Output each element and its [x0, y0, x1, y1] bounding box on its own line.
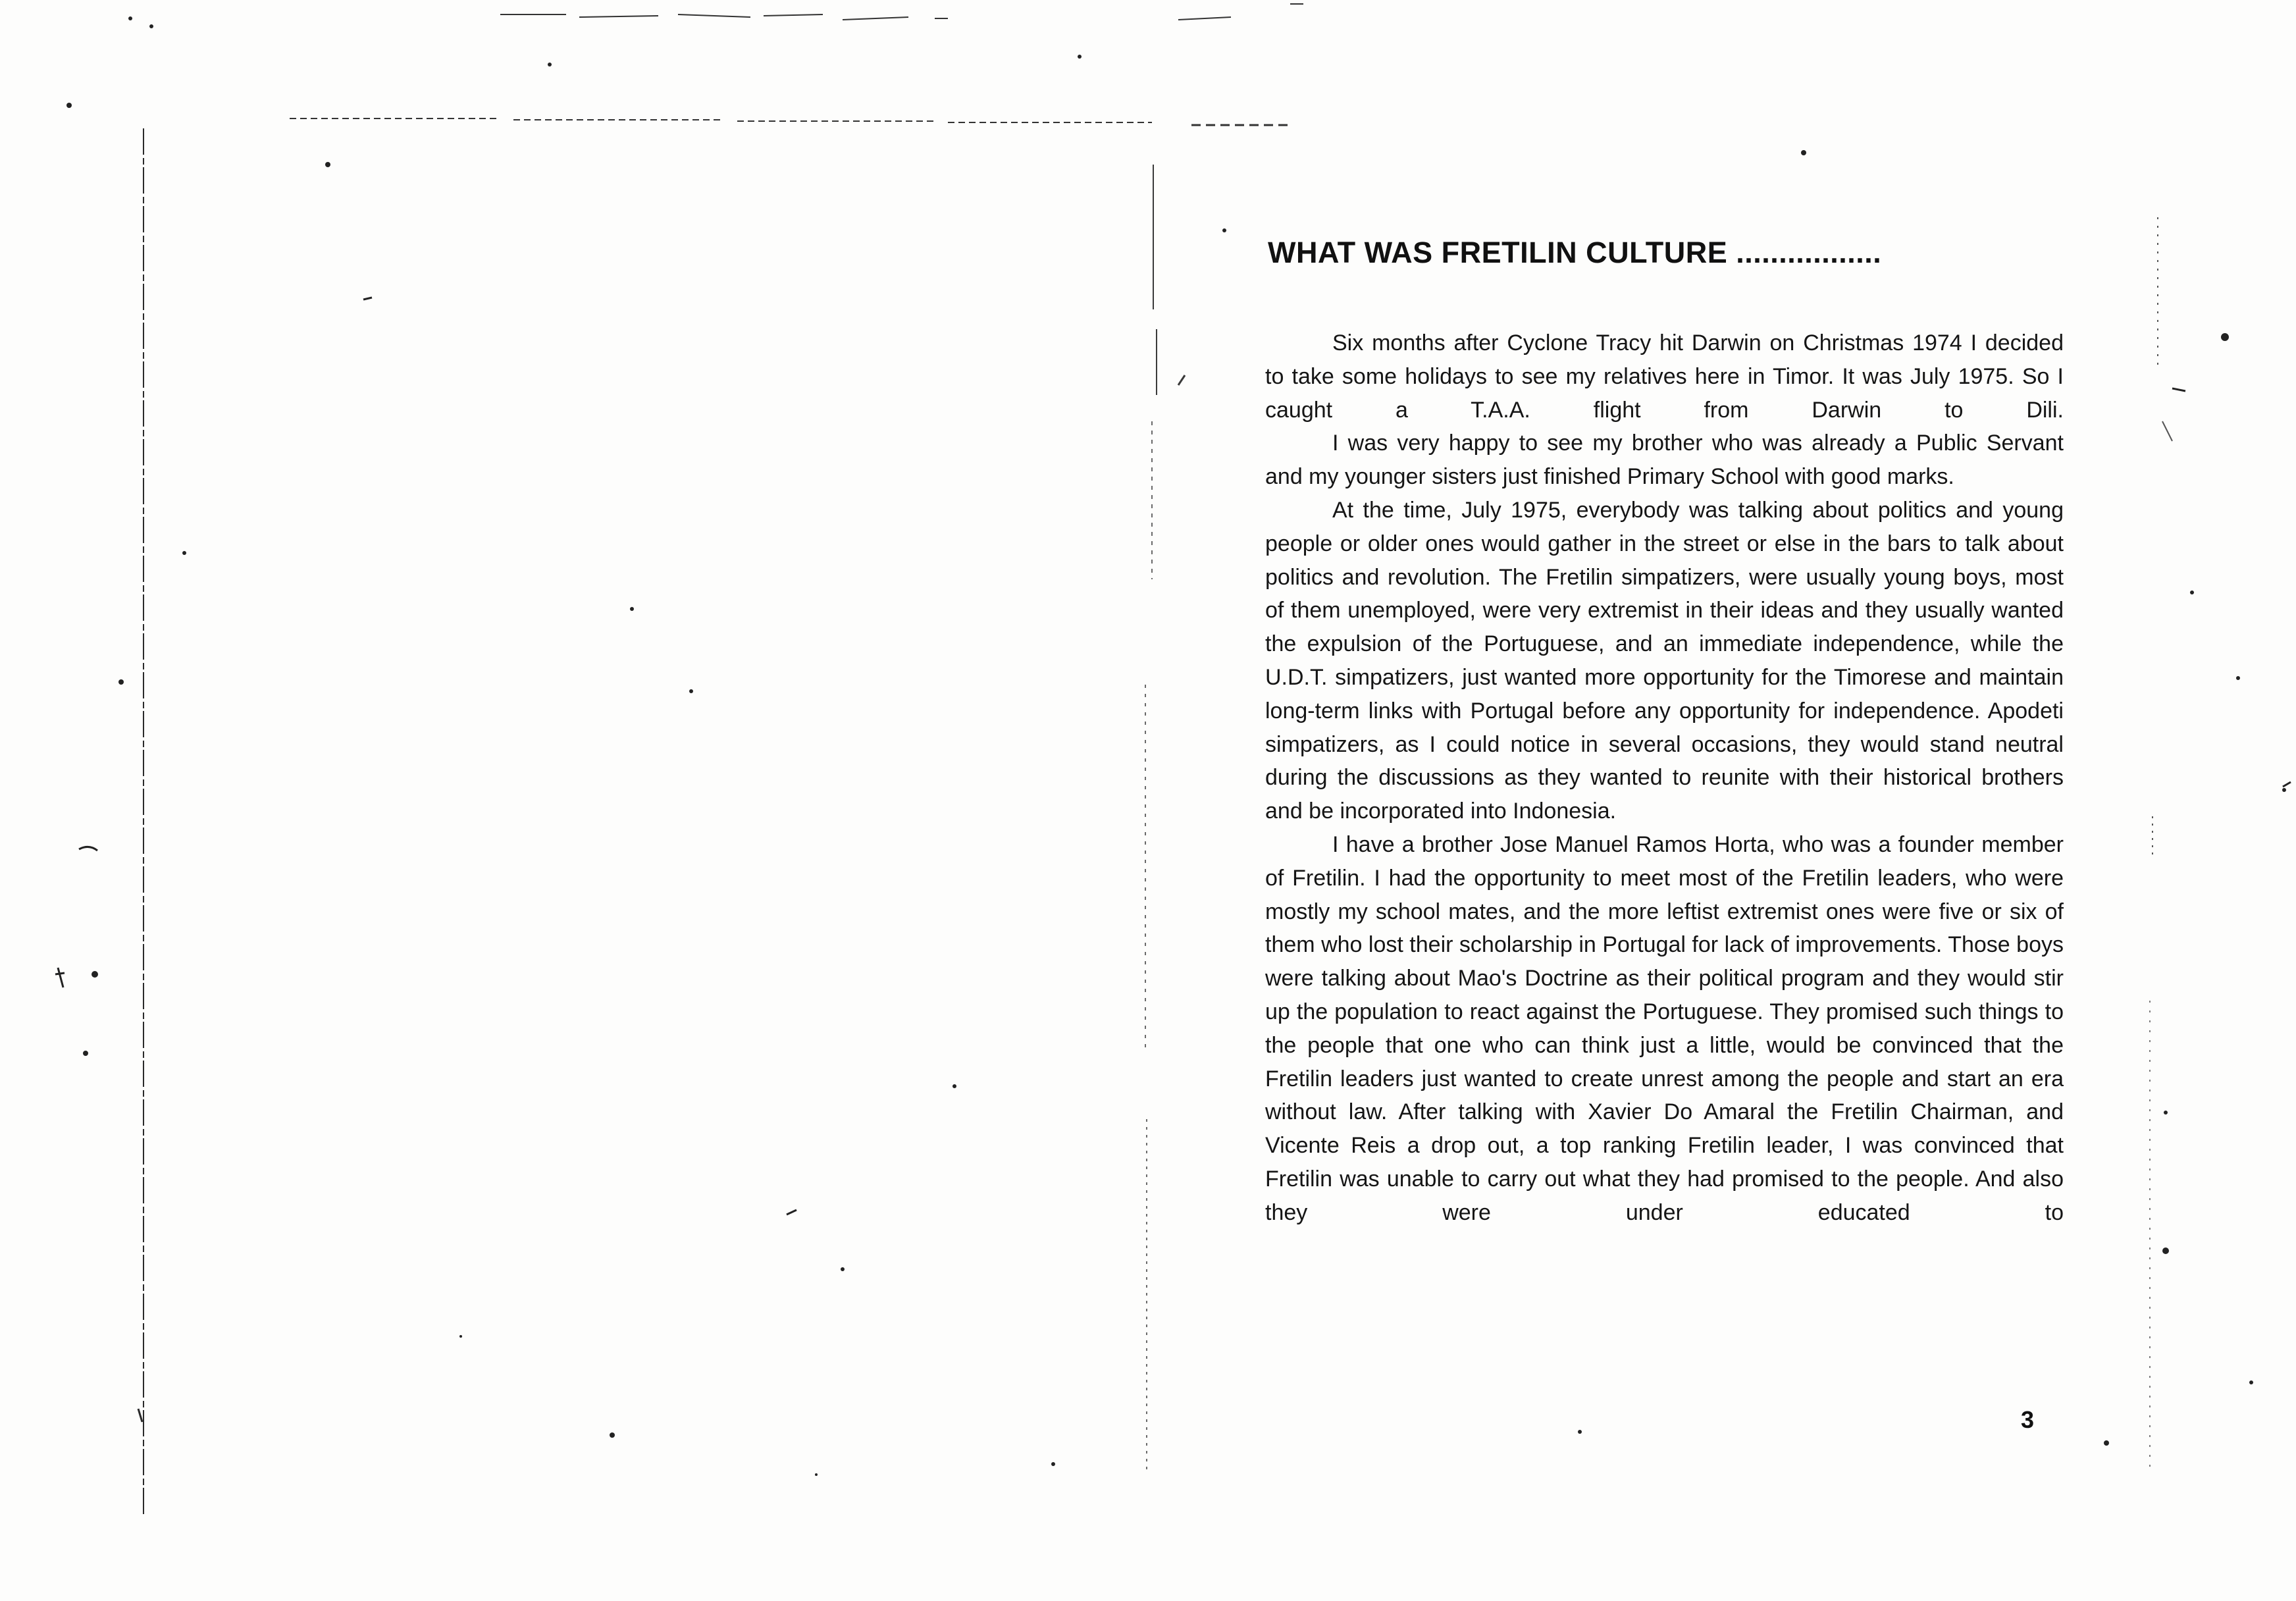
paragraph: I was very happy to see my brother who was already a Public Servant and my younger sisters just finished Primary School with good marks.: [1265, 431, 2064, 490]
body-text: [1265, 327, 2064, 1230]
page-title: WHAT WAS FRETILIN CULTURE .................: [1268, 236, 1882, 269]
paragraph: At the time, July 1975, everybody was talking about politics and young people or older ones would gather in the street or else in the bars to talk about politics and revolution. The Fretilin simpatizers, were usually young boys, most of them unemployed, were very extremist in their ideas and they usually wanted the expulsion of the Portuguese, and an immediate independence, while the U.D.T. simpatizers, just wanted more opportunity for the Timorese and maintain long-term links with Portugal before any opportunity for independence. Apodeti simpatizers, as I could notice in several occasions, they would stand neutral during the discussions as they wanted to reunite with their historical brothers and be incorporated into Indonesia.: [1265, 497, 2064, 824]
paragraph: Six months after Cyclone Tracy hit Darwin on Christmas 1974 I decided to take some holidays to see my relatives here in Timor. It was July 1975. So I caught a T.A.A. flight from Darwin to Dili.: [1265, 330, 2064, 423]
page-number: 3: [2021, 1406, 2035, 1433]
paragraph: I have a brother Jose Manuel Ramos Horta, who was a founder member of Fretilin. I had the opportunity to meet most of the Fretilin leaders, who were mostly my school mates, and the more leftist extremist ones were five or six of them who lost their scholarship in Portugal for lack of improvements. Those boys were talking about Mao's Doctrine as their political program and they would stir up the population to react against the Portuguese. They promised such things to the people that one who can think just a little, would be convinced that the Fretilin leaders just wanted to create unrest among the people and start an era without law. After talking with Xavier Do Amaral the Fretilin Chairman, and Vicente Reis a drop out, a top ranking Fretilin leader, I was convinced that Fretilin was unable to carry out what they had promised to the people. And also they were under educated to: [1265, 831, 2064, 1225]
